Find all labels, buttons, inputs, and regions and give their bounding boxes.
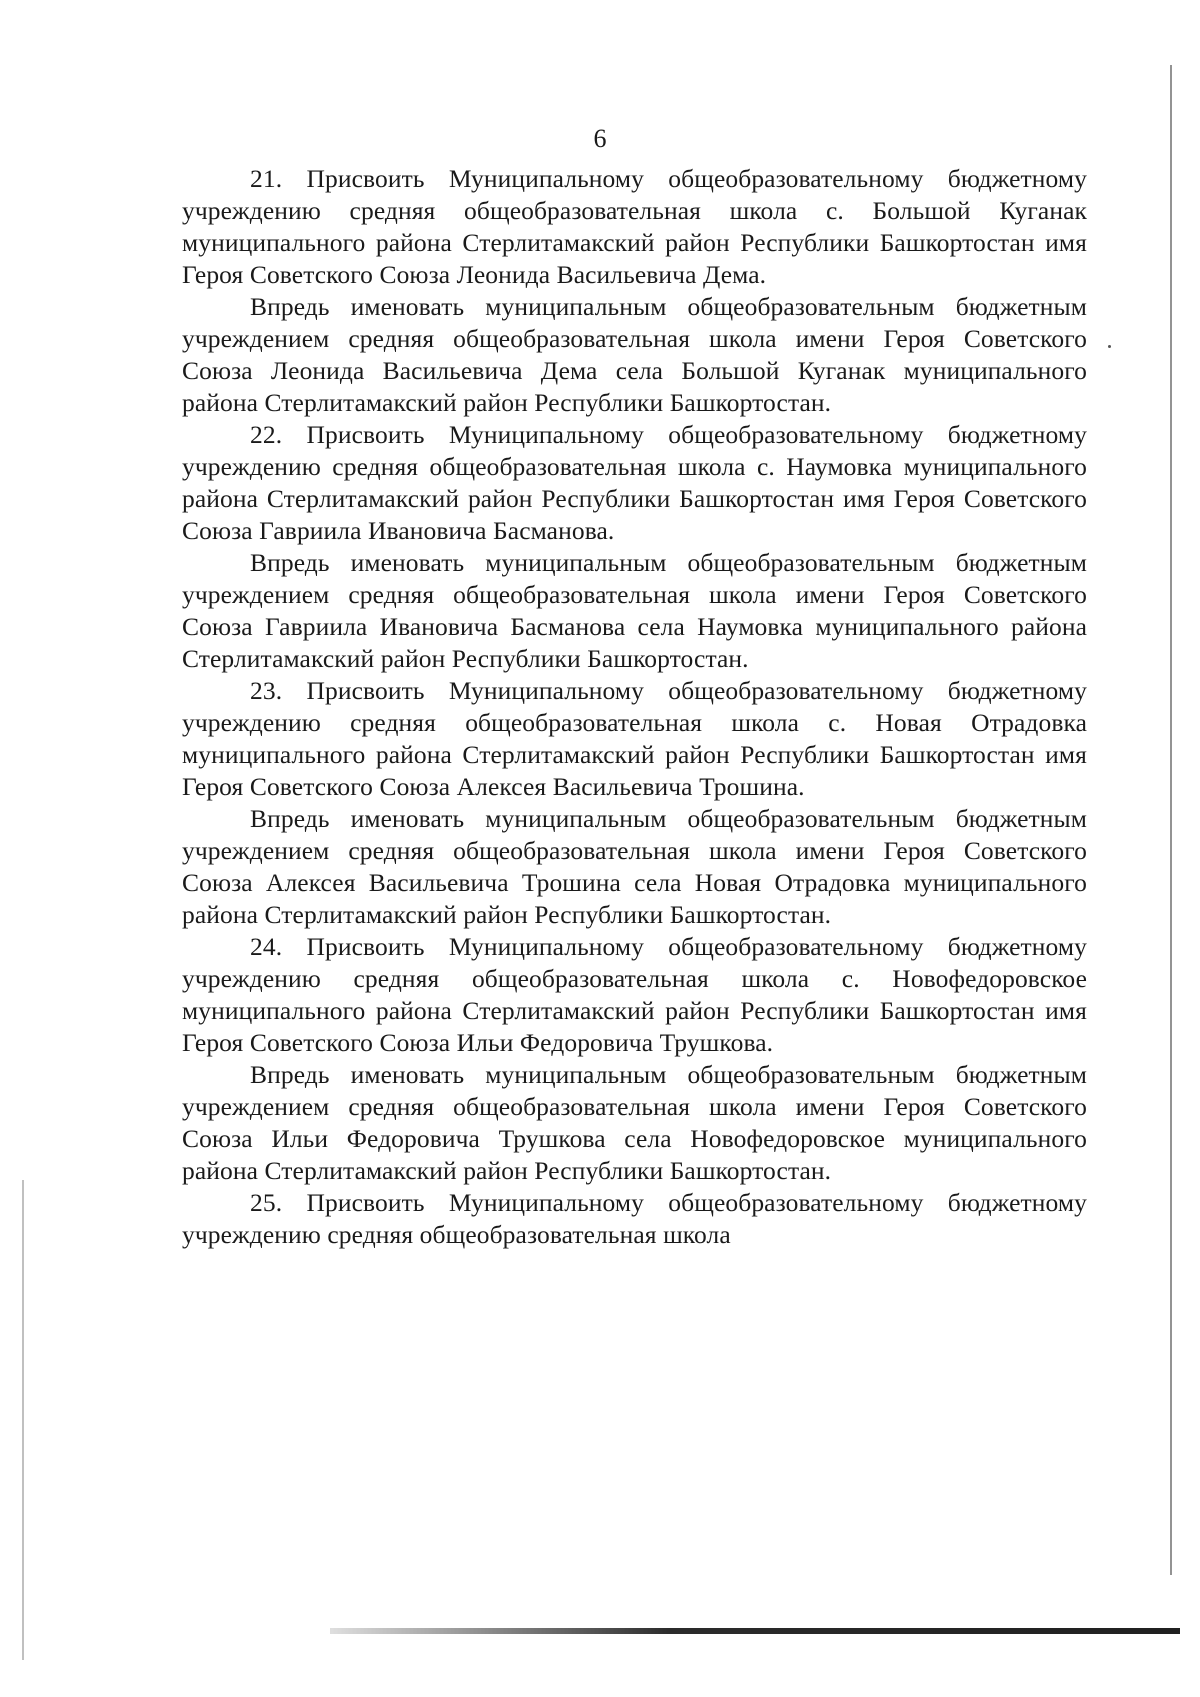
paragraph-23-assign: 23. Присвоить Муниципальному общеобразовательному бюджетному учреждению средняя общеобразовательная школа с. Новая Отрадовка муниципального района Стерлитамакский район Республики Башкортостан имя Героя Советского Союза Алексея Васильевича Трошина.: [182, 676, 1087, 801]
paragraph-22-assign: 22. Присвоить Муниципальному общеобразовательному бюджетному учреждению средняя общеобразовательная школа с. Наумовка муниципального района Стерлитамакский район Республики Башкортостан имя Героя Советского Союза Гавриила Ивановича Басманова.: [182, 420, 1087, 545]
paragraph-24-assign: 24. Присвоить Муниципальному общеобразовательному бюджетному учреждению средняя общеобразовательная школа с. Новофедоровское муниципального района Стерлитамакский район Республики Башкортостан имя Героя Советского Союза Ильи Федоровича Трушкова.: [182, 932, 1087, 1057]
paragraph-22-rename: Впредь именовать муниципальным общеобразовательным бюджетным учреждением средняя общеобразовательная школа имени Героя Советского Союза Гавриила Ивановича Басманова села Наумовка муниципального района Стерлитамакский район Республики Башкортостан.: [182, 548, 1087, 673]
scan-edge-bottom: [330, 1628, 1180, 1634]
paragraph-21-assign: 21. Присвоить Муниципальному общеобразовательному бюджетному учреждению средняя общеобразовательная школа с. Большой Куганак муниципального района Стерлитамакский район Республики Башкортостан имя Героя Советского Союза Леонида Васильевича Дема.: [182, 164, 1087, 289]
paragraph-25-assign: 25. Присвоить Муниципальному общеобразовательному бюджетному учреждению средняя общеобразовательная школа: [182, 1188, 1087, 1249]
scan-edge-right: [1170, 65, 1172, 1575]
scan-edge-left: [22, 1180, 24, 1660]
document-body: [182, 163, 1087, 1251]
scan-speck: [1108, 345, 1111, 348]
paragraph-21-rename: Впредь именовать муниципальным общеобразовательным бюджетным учреждением средняя общеобразовательная школа имени Героя Советского Союза Леонида Васильевича Дема села Большой Куганак муниципального района Стерлитамакский район Республики Башкортостан.: [182, 292, 1087, 417]
page-number: 6: [593, 124, 607, 153]
paragraph-24-rename: Впредь именовать муниципальным общеобразовательным бюджетным учреждением средняя общеобразовательная школа имени Героя Советского Союза Ильи Федоровича Трушкова села Новофедоровское муниципального района Стерлитамакский район Республики Башкортостан.: [182, 1060, 1087, 1185]
paragraph-23-rename: Впредь именовать муниципальным общеобразовательным бюджетным учреждением средняя общеобразовательная школа имени Героя Советского Союза Алексея Васильевича Трошина села Новая Отрадовка муниципального района Стерлитамакский район Республики Башкортостан.: [182, 804, 1087, 929]
